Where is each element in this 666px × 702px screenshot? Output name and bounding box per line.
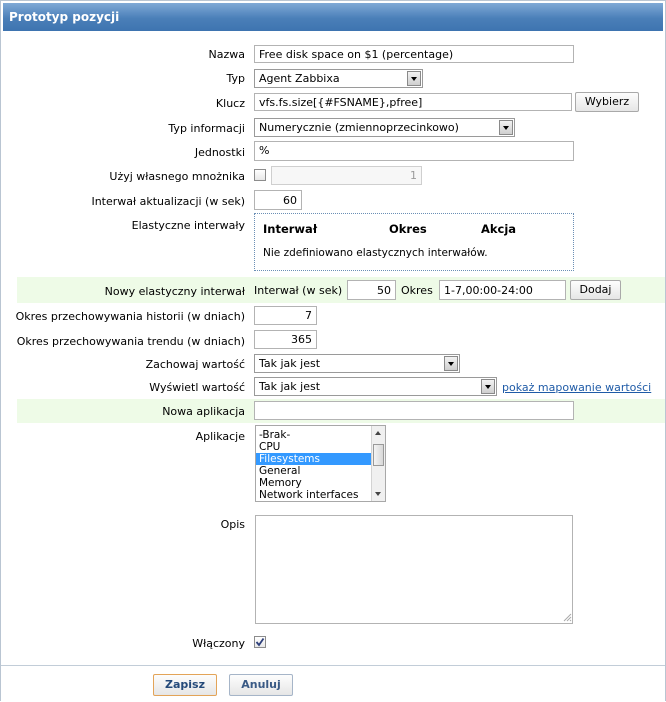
applications-list[interactable]: [255, 425, 386, 502]
scroll-thumb[interactable]: [373, 444, 384, 466]
chevron-down-icon: [407, 71, 421, 86]
row-key: [17, 92, 665, 114]
row-interval: [17, 189, 665, 211]
chevron-down-icon: [481, 379, 495, 394]
key-input[interactable]: vfs.fs.size[{#FSNAME},pfree]: [254, 93, 572, 111]
interval-input[interactable]: 60: [254, 190, 302, 210]
flex-header-interval: Interwał: [263, 222, 318, 236]
interval-label: Interwał aktualizacji (w sek): [91, 195, 245, 208]
form-title-bar: [3, 3, 663, 31]
row-info-type: [17, 117, 665, 139]
chevron-down-icon: [444, 356, 458, 371]
info-type-select[interactable]: [254, 118, 515, 137]
key-label: Klucz: [215, 97, 245, 110]
applications-scrollbar[interactable]: [371, 426, 385, 501]
new-flex-period-label: Okres: [401, 284, 433, 297]
new-flex-interval-label: Interwał (w sek): [254, 284, 343, 297]
history-input[interactable]: 7: [254, 306, 317, 325]
row-flex-intervals: [17, 213, 665, 273]
info-type-label: Typ informacji: [168, 122, 245, 135]
app-item-memory[interactable]: Memory: [259, 477, 302, 489]
form-footer: [1, 665, 665, 702]
description-textarea[interactable]: [255, 515, 573, 624]
form-title: Prototyp pozycji: [9, 10, 120, 24]
applications-label: Aplikacje: [195, 430, 245, 443]
row-multiplier: [17, 165, 665, 187]
trends-label: Okres przechowywania trendu (w dniach): [16, 335, 245, 348]
enabled-checkbox[interactable]: [254, 636, 266, 648]
show-label: Wyświetl wartość: [149, 381, 245, 394]
row-description: [17, 513, 665, 627]
enabled-label: Włączony: [192, 637, 245, 650]
row-units: [17, 141, 665, 162]
show-select-value: Tak jak jest: [259, 380, 321, 393]
flex-header-period: Okres: [389, 222, 427, 236]
row-new-flex: [17, 277, 665, 303]
history-label: Okres przechowywania historii (w dniach): [15, 310, 245, 323]
chevron-down-icon: [499, 120, 513, 135]
multiplier-checkbox[interactable]: [254, 169, 266, 181]
new-app-input[interactable]: [254, 401, 574, 420]
row-store: [17, 353, 665, 375]
info-type-select-value: Numerycznie (zmiennoprzecinkowo): [259, 121, 459, 134]
flex-intervals-table: [254, 213, 574, 271]
multiplier-input[interactable]: 1: [271, 166, 422, 185]
select-key-button[interactable]: Wybierz: [575, 92, 639, 112]
add-flex-button[interactable]: Dodaj: [570, 280, 621, 300]
row-new-app: [17, 399, 665, 423]
value-mapping-link[interactable]: pokaż mapowanie wartości: [502, 381, 652, 394]
new-flex-label: Nowy elastyczny interwał: [104, 285, 245, 298]
scroll-down-icon[interactable]: [375, 492, 381, 496]
type-select-value: Agent Zabbixa: [259, 72, 340, 85]
description-label: Opis: [220, 518, 245, 531]
multiplier-label: Użyj własnego mnożnika: [109, 170, 245, 183]
type-label: Typ: [226, 72, 245, 85]
app-item-cpu[interactable]: CPU: [259, 441, 281, 453]
type-select[interactable]: [254, 69, 423, 88]
checkmark-icon: [255, 637, 265, 647]
name-input[interactable]: Free disk space on $1 (percentage): [254, 45, 574, 63]
app-item-none[interactable]: -Brak-: [259, 429, 291, 441]
row-trends: [17, 329, 665, 351]
name-label: Nazwa: [208, 48, 245, 61]
new-flex-interval-input[interactable]: 50: [347, 280, 396, 300]
store-select-value: Tak jak jest: [259, 357, 321, 370]
new-app-label: Nowa aplikacja: [162, 405, 245, 418]
row-type: [17, 68, 665, 89]
store-select[interactable]: [254, 354, 460, 373]
units-input[interactable]: %: [254, 141, 574, 161]
flex-empty-message: Nie zdefiniowano elastycznych interwałów.: [263, 247, 488, 259]
show-select[interactable]: [254, 377, 497, 396]
cancel-button[interactable]: Anuluj: [229, 674, 293, 696]
app-item-general[interactable]: General: [259, 465, 301, 477]
row-enabled: [17, 633, 665, 653]
row-show: [17, 377, 665, 399]
flex-header-action: Akcja: [481, 222, 517, 236]
row-applications: [17, 425, 665, 505]
store-label: Zachowaj wartość: [145, 358, 245, 371]
new-flex-period-input[interactable]: 1-7,00:00-24:00: [439, 280, 566, 300]
row-name: [17, 44, 665, 65]
scroll-up-icon[interactable]: [375, 431, 381, 435]
save-button[interactable]: Zapisz: [153, 674, 217, 696]
flex-label: Elastyczne interwały: [131, 219, 245, 232]
app-item-filesystems[interactable]: Filesystems: [256, 453, 385, 465]
resize-grip-icon[interactable]: [563, 613, 572, 622]
row-history: [17, 305, 665, 327]
trends-input[interactable]: 365: [254, 330, 317, 349]
app-item-network-interfaces[interactable]: Network interfaces: [259, 489, 359, 501]
units-label: Jednostki: [194, 146, 245, 159]
